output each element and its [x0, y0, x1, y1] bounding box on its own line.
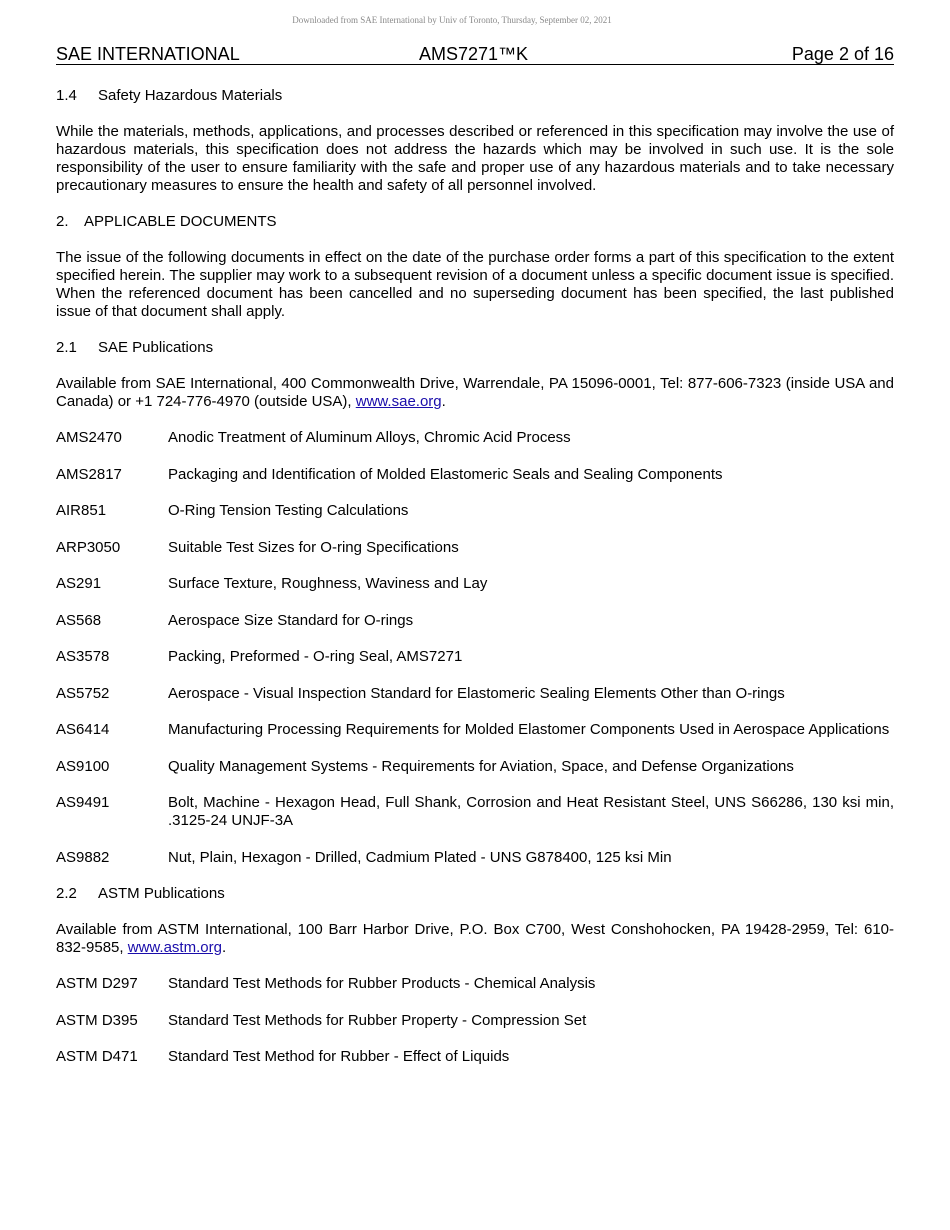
document-code: AS9491: [56, 794, 110, 811]
astm-website-link[interactable]: www.astm.org: [127, 939, 222, 956]
document-row: [56, 612, 894, 630]
document-row: [56, 794, 894, 830]
section-heading-2-1: [56, 339, 894, 357]
document-row: [56, 758, 894, 776]
astm-document-list: [56, 975, 894, 1066]
section-heading-2: [56, 213, 894, 231]
document-code: AIR851: [56, 502, 107, 519]
section-title: SAE Publications: [98, 339, 214, 356]
astm-availability-end: .: [221, 939, 227, 956]
section-heading-1-4: [56, 87, 894, 105]
document-code: ARP3050: [56, 538, 121, 556]
applicable-documents-paragraph: The issue of the following documents in effect on the date of the purchase order forms a part of this specification to the extent specified herein. The supplier may work to a subsequent revision of a document unless a specific document issue is specified. When the referenced document has been cancelled and no superseding document has been specified, the last published issue of that document shall apply.: [56, 249, 894, 320]
header-org: SAE INTERNATIONAL: [56, 44, 240, 64]
document-title: Aerospace - Visual Inspection Standard for Elastomeric Sealing Elements Other than O-rings: [168, 684, 785, 702]
document-code: AS9882: [56, 848, 110, 866]
document-title: Aerospace Size Standard for O-rings: [168, 611, 414, 629]
document-row: [56, 466, 894, 484]
document-code: AS568: [56, 611, 102, 629]
document-row: [56, 1012, 894, 1030]
sae-document-list: [56, 429, 894, 867]
document-row: [56, 721, 894, 739]
sae-availability-text: Available from SAE International, 400 Commonwealth Drive, Warrendale, PA 15096-0001, Tel: 877-606-7323 (inside USA and Canada) or +1 724-776-4970 (outside USA),: [56, 375, 894, 410]
document-title: Quality Management Systems - Requirements for Aviation, Space, and Defense Organizations: [168, 757, 794, 775]
section-heading-2-2: [56, 885, 894, 903]
document-title: Suitable Test Sizes for O-ring Specifications: [168, 538, 459, 556]
document-code: AS3578: [56, 648, 110, 665]
astm-availability-paragraph: [56, 921, 894, 957]
header-page-number: Page 2 of 16: [791, 44, 894, 64]
document-title: Manufacturing Processing Requirements for Molded Elastomer Components Used in Aerospace Applications: [168, 721, 890, 738]
document-code: AMS2817: [56, 465, 122, 483]
document-row: [56, 575, 894, 593]
sae-availability-end: .: [441, 393, 446, 410]
document-title: O-Ring Tension Testing Calculations: [168, 502, 409, 519]
document-title: Packaging and Identification of Molded Elastomeric Seals and Sealing Components: [168, 465, 723, 483]
document-title: Surface Texture, Roughness, Waviness and Lay: [168, 575, 488, 592]
document-code: ASTM D297: [56, 975, 138, 992]
page-header: [56, 44, 894, 65]
document-row: [56, 975, 894, 993]
document-row: [56, 502, 894, 520]
document-title: Standard Test Methods for Rubber Products - Chemical Analysis: [168, 975, 596, 992]
document-code: AMS2470: [56, 429, 122, 446]
document-row: [56, 685, 894, 703]
document-body: [56, 87, 894, 1085]
section-number: 2.2: [56, 885, 77, 902]
download-note: Downloaded from SAE International by Univ of Toronto, Thursday, September 02, 2021: [292, 15, 612, 25]
document-code: AS5752: [56, 684, 110, 702]
document-row: [56, 429, 894, 447]
document-title: Packing, Preformed - O-ring Seal, AMS7271: [168, 648, 463, 665]
document-title: Nut, Plain, Hexagon - Drilled, Cadmium Plated - UNS G878400, 125 ksi Min: [168, 848, 672, 866]
safety-paragraph: While the materials, methods, applications, and processes described or referenced in this specification may involve the use of hazardous materials, this specification does not address the hazards which may be involved in such use. It is the sole responsibility of the user to ensure familiarity with the safe and proper use of any hazardous materials and to take necessary precautionary measures to ensure the health and safety of all personnel involved.: [56, 123, 894, 194]
document-title: Standard Test Methods for Rubber Property - Compression Set: [168, 1011, 587, 1029]
header-doc-id: AMS7271™K: [419, 44, 529, 64]
section-number: 2.1: [56, 339, 77, 356]
astm-availability-text: Available from ASTM International, 100 Barr Harbor Drive, P.O. Box C700, West Conshohocken, PA 19428-2959, Tel: 610-832-9585,: [56, 921, 894, 956]
document-row: [56, 849, 894, 867]
document-row: [56, 648, 894, 666]
section-title: APPLICABLE DOCUMENTS: [84, 213, 277, 230]
sae-availability-paragraph: [56, 375, 894, 411]
sae-website-link[interactable]: www.sae.org: [355, 393, 442, 410]
document-title: Anodic Treatment of Aluminum Alloys, Chromic Acid Process: [168, 429, 571, 446]
section-title: ASTM Publications: [98, 885, 225, 902]
document-code: AS6414: [56, 721, 110, 738]
document-row: [56, 539, 894, 557]
document-code: ASTM D395: [56, 1011, 138, 1029]
document-code: ASTM D471: [56, 1048, 138, 1065]
document-title: Bolt, Machine - Hexagon Head, Full Shank, Corrosion and Heat Resistant Steel, UNS S66286, 130 ksi min, .3125-24 UNJF-3A: [168, 794, 894, 829]
section-number: 2.: [56, 213, 69, 230]
section-title: Safety Hazardous Materials: [98, 87, 283, 104]
document-row: [56, 1048, 894, 1066]
document-code: AS9100: [56, 757, 110, 775]
document-title: Standard Test Method for Rubber - Effect of Liquids: [168, 1048, 510, 1065]
section-number: 1.4: [56, 87, 77, 104]
document-code: AS291: [56, 575, 102, 592]
